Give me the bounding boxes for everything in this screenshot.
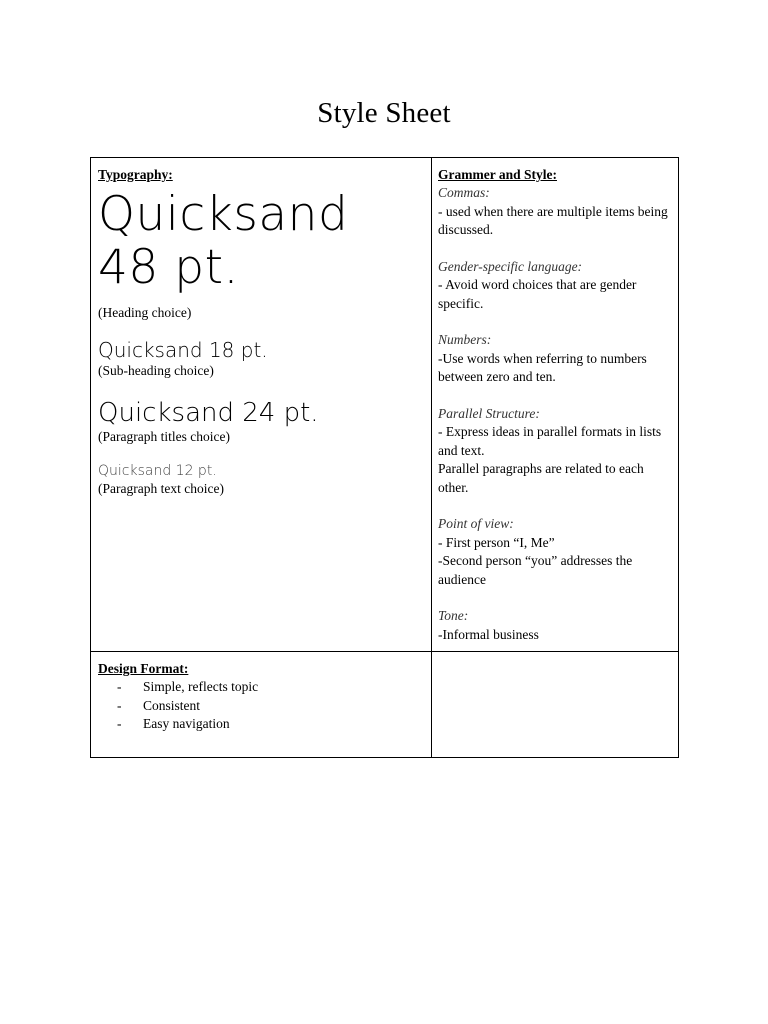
commas-label: Commas: — [438, 185, 490, 200]
bullet-dash: - — [117, 697, 122, 713]
document-title: Style Sheet — [317, 97, 451, 129]
table-row — [91, 652, 679, 758]
paragraph-title-sample: Quicksand 24 pt. — [98, 398, 319, 428]
paragraph-title-caption: (Paragraph titles choice) — [98, 429, 230, 444]
list-item-text: Easy navigation — [143, 716, 230, 731]
list-item — [117, 715, 425, 734]
list-item — [117, 678, 425, 697]
heading-caption: (Heading choice) — [98, 305, 192, 320]
pov-text-1: - First person “I, Me” — [438, 534, 555, 550]
typography-header: Typography: — [98, 167, 173, 182]
grammar-cell — [432, 158, 679, 652]
parallel-text-1: - Express ideas in parallel formats in lists and text. — [438, 424, 662, 458]
table-row — [91, 158, 679, 652]
design-format-header: Design Format: — [98, 661, 189, 676]
list-item-text: Simple, reflects topic — [143, 679, 259, 694]
gender-label: Gender-specific language: — [438, 258, 583, 274]
sub-heading-sample: Quicksand 18 pt. — [98, 338, 268, 362]
bullet-dash: - — [117, 679, 122, 694]
typography-cell — [91, 158, 432, 652]
numbers-text: -Use words when referring to numbers between zero and ten. — [438, 350, 647, 384]
list-item — [117, 697, 425, 716]
tone-text: -Informal business — [438, 626, 539, 642]
parallel-text-2: Parallel paragraphs are related to each other. — [438, 461, 644, 495]
commas-text: - used when there are multiple items being discussed. — [438, 203, 668, 237]
heading-sample-line1: Quicksand — [98, 187, 349, 242]
paragraph-text-sample: Quicksand 12 pt. — [98, 463, 217, 479]
gender-text: - Avoid word choices that are gender specific. — [438, 277, 637, 311]
design-format-list — [98, 678, 425, 734]
design-format-cell — [91, 652, 432, 758]
sub-heading-caption: (Sub-heading choice) — [98, 363, 214, 378]
tone-label: Tone: — [438, 608, 469, 623]
style-sheet-table — [90, 157, 679, 758]
pov-text-2: -Second person “you” addresses the audience — [438, 553, 633, 587]
bullet-dash: - — [117, 716, 122, 731]
parallel-label: Parallel Structure: — [438, 405, 540, 421]
pov-label: Point of view: — [438, 516, 514, 531]
grammar-header: Grammer and Style: — [438, 167, 557, 182]
paragraph-text-caption: (Paragraph text choice) — [98, 481, 224, 496]
numbers-label: Numbers: — [438, 332, 492, 347]
empty-cell — [432, 652, 679, 758]
heading-sample-line2: 48 pt. — [98, 240, 239, 295]
list-item-text: Consistent — [143, 697, 201, 713]
